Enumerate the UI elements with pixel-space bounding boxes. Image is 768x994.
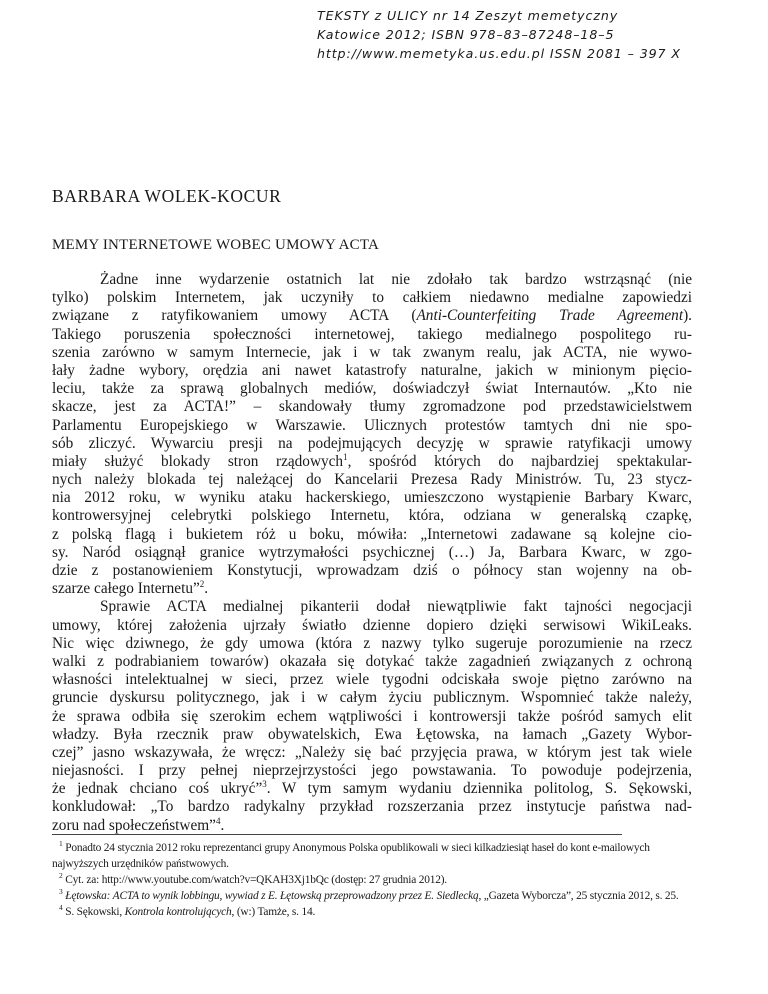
body-line: władzy. Była rzecznik praw obywatelskich, Ewa Łętowska, na łamach „Gazety Wybor- xyxy=(52,725,692,743)
body-line: z polską flagą i bukietem róż u boku, mówiła: „Internetowi zadawane są kolejne cio- xyxy=(52,525,692,543)
body-line: łały żadne wybory, orędzia ani nawet katastrofy naturalne, jakich w minionym pięcio- xyxy=(52,361,692,379)
journal-header xyxy=(317,6,717,63)
footnote-text: , (w:) Tamże, s. 14. xyxy=(231,906,316,918)
body-text: że jednak chciano coś ukryć” xyxy=(52,780,263,798)
body-line xyxy=(52,817,692,835)
body-line: walki z podrabianiem towarów) okazała się dotykać także zagadnień związanych z ochroną xyxy=(52,652,692,670)
footnote-ref-4[interactable]: 4 xyxy=(215,815,221,826)
body-text: ). xyxy=(683,307,692,325)
footnote-number: 4 xyxy=(59,903,63,913)
footnote-text: Ponadto 24 stycznia 2012 roku reprezentanci grupy Anonymous Polska opublikowali w sieci kilkadziesiąt haseł do kont e-mailowych xyxy=(65,842,650,854)
body-line: kontrowersyjnej celebrytki polskiego Internetu, która, odziana w generalską czapkę, xyxy=(52,507,692,525)
footnote-ref-3[interactable]: 3 xyxy=(262,780,267,790)
footnote-2 xyxy=(52,872,702,888)
footnote-text: Cyt. za: http://www.youtube.com/watch?v=QKAH3Xj1bQc (dostęp: 27 grudnia 2012). xyxy=(65,874,447,886)
body-line: Żadne inne wydarzenie ostatnich lat nie zdołało tak bardzo wstrząsnąć (nie xyxy=(100,271,692,288)
footnote-divider xyxy=(52,834,622,835)
body-line: tylko) polskim Internetem, jak uczyniły to całkiem niedawno medialne zapowiedzi xyxy=(52,289,692,307)
header-line-journal: TEKSTY z ULICY nr 14 Zeszyt memetyczny xyxy=(317,8,619,23)
body-text: związane z ratyfikowaniem umowy ACTA ( xyxy=(52,307,417,325)
body-line: Nic więc dziwnego, że gdy umowa (która z nazwy tylko sugeruje porozumienie na rzecz xyxy=(52,634,692,652)
body-line: szenia zarówno w samym Internecie, jak i w tak zwanym realu, jak ACTA, nie wywo- xyxy=(52,343,692,361)
body-line: leciu, także za sprawą globalnych mediów, doświadczył świat Internautów. „Kto nie xyxy=(52,380,692,398)
body-line: czej” jasno wskazywała, że wręcz: „Należy się bać przyjęcia prawa, w którym jest tak wiele xyxy=(52,743,692,761)
body-line xyxy=(52,580,692,598)
body-line xyxy=(52,780,692,798)
body-line: Sprawie ACTA medialnej pikanterii dodał niewątpliwie fakt tajności negocjacji xyxy=(100,598,692,616)
author-name: BARBARA WOLEK-KOCUR xyxy=(52,186,282,206)
header-line-url-issn: http://www.memetyka.us.edu.pl ISSN 2081 – 397 X xyxy=(317,46,681,61)
body-line: nych należy blokada tej należącej do Kancelarii Prezesa Rady Ministrów. Tu, 23 stycz- xyxy=(52,471,692,489)
footnote-number: 3 xyxy=(59,887,63,897)
article-body xyxy=(52,271,692,835)
body-line: gruncie dyskursu politycznego, jak i w całym życiu publicznym. Wspomnieć także należy, xyxy=(52,689,692,707)
footnote-3 xyxy=(52,888,702,904)
footnote-text: S. Sękowski, xyxy=(65,906,125,918)
body-text: zoru nad społeczeństwem” xyxy=(52,816,216,834)
footnote-ref-1[interactable]: 1 xyxy=(343,452,348,462)
body-line: niejasności. I przy pełnej nieprzejrzystości jego powstawania. To powoduje podejrzenia, xyxy=(52,762,692,780)
body-line: Parlamentu Europejskiego w Warszawie. Ulicznych protestów tamtych dni nie spo- xyxy=(52,416,692,434)
body-line: umowy, której założenia ujrzały światło dzienne dopiero dzięki serwisowi WikiLeaks. xyxy=(52,616,692,634)
footnote-number: 2 xyxy=(59,871,63,881)
body-line xyxy=(52,453,692,471)
body-italic-text: Anti-Counterfeiting Trade Agreement xyxy=(416,307,684,325)
body-line: konkludował: „To bardzo radykalny przykład rozszerzania przez instytucje państwa nad- xyxy=(52,798,692,816)
body-line: sób zliczyć. Wywarciu presji na podejmujących decyzję w sprawie ratyfikacji umowy xyxy=(52,434,692,452)
footnote-italic-text: Łętowska: ACTA to wynik lobbingu, wywiad z E. Łętowską przeprowadzony przez E. Siedlecką xyxy=(65,890,479,902)
body-line: nia 2012 roku, w wyniku ataku hackerskiego, umieszczono wystąpienie Barbary Kwarc, xyxy=(52,489,692,507)
body-text: . xyxy=(220,816,225,834)
footnote-4 xyxy=(52,904,702,920)
body-line: Takiego poruszenia społeczności internetowej, takiego medialnego pospolitego ru- xyxy=(52,325,692,343)
footnote-1-cont: najwyższych urzędników państwowych. xyxy=(52,858,229,870)
body-line xyxy=(52,307,692,325)
body-text: . xyxy=(204,580,209,598)
article-title: MEMY INTERNETOWE WOBEC UMOWY ACTA xyxy=(52,237,380,253)
body-text: szarze całego Internetu” xyxy=(52,580,200,598)
footnote-text: , „Gazeta Wyborcza”, 25 stycznia 2012, s. 25. xyxy=(478,890,679,902)
body-text: , spośród których do najbardziej spektakular- xyxy=(347,452,692,470)
body-line: skacze, jest za ACTA!” – skandowały tłumy zgromadzone pod przedstawicielstwem xyxy=(52,398,692,416)
body-line: własności intelektualnej w sieci, przez wiele tygodni odciskała swoje piętno zarówno na xyxy=(52,671,692,689)
body-text: miały służyć blokady stron rządowych xyxy=(52,452,344,470)
footnote-number: 1 xyxy=(59,839,63,849)
footnote-1 xyxy=(52,840,702,856)
body-line: że sprawa odbiła się szerokim echem wątpliwości i kontrowersji także pośród samych elit xyxy=(52,707,692,725)
footnotes xyxy=(52,840,702,920)
body-line: dzie z postanowieniem Konstytucji, wprowadzam dziś o północy stan wojenny na ob- xyxy=(52,562,692,579)
header-line-isbn: Katowice 2012; ISBN 978–83–87248–18–5 xyxy=(317,27,615,42)
footnote-ref-2[interactable]: 2 xyxy=(199,579,205,590)
body-text: . W tym samym wydaniu dziennika politolog, S. Sękowski, xyxy=(266,780,692,798)
footnote-italic-text: Kontrola kontrolujących xyxy=(124,906,232,918)
body-line: sy. Naród osiągnął granice wytrzymałości psychicznej (…) Ja, Barbara Kwarc, w zgo- xyxy=(52,543,692,561)
